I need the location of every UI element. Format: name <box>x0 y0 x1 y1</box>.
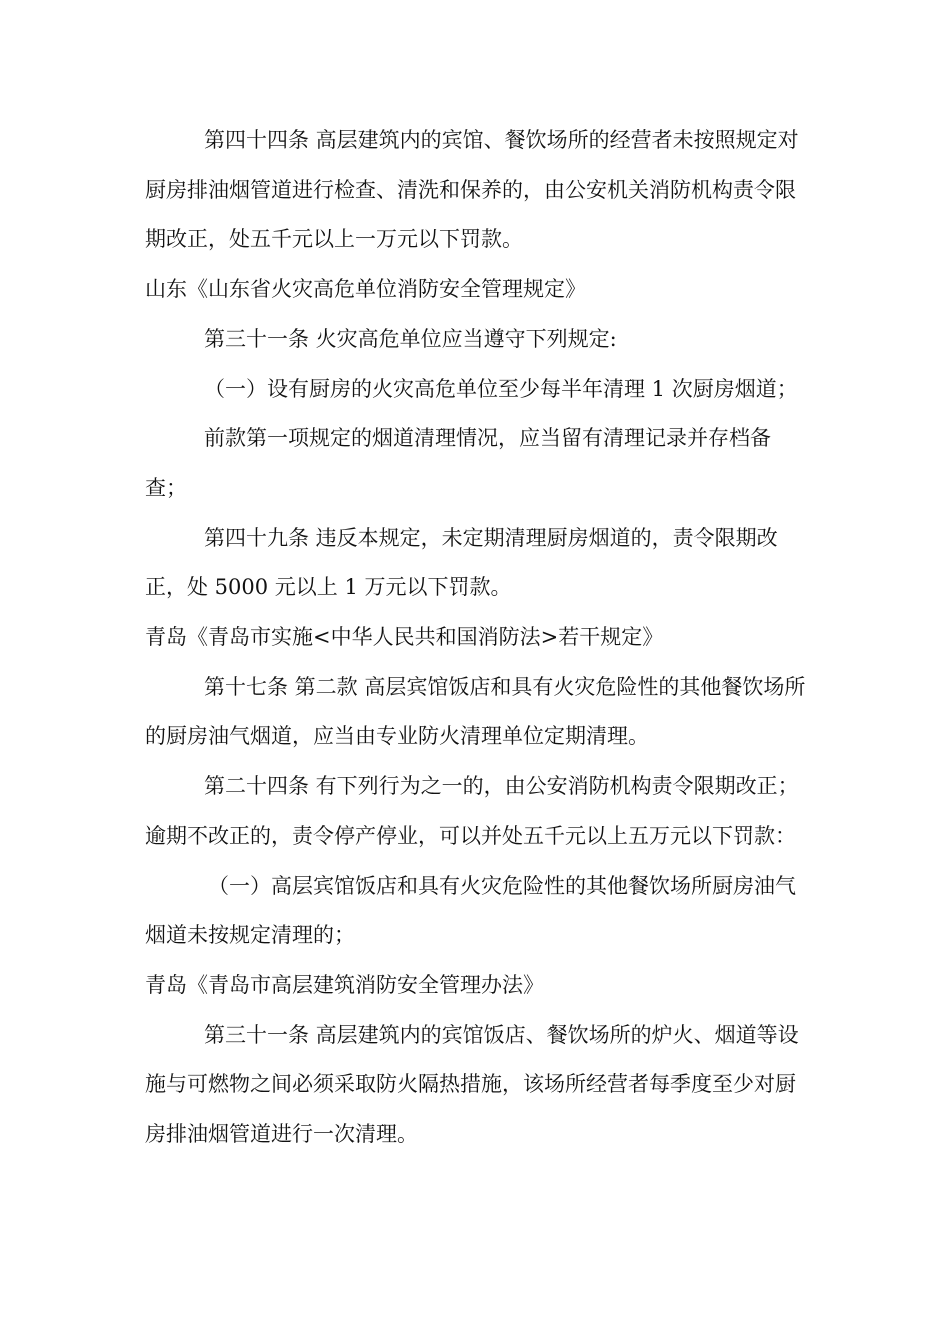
article-17-paragraph: 第十七条 第二款 高层宾馆饭店和具有火灾危险性的其他餐饮场所的厨房油气烟道，应当由专业防火清理单位定期清理。 <box>145 674 806 749</box>
shandong-regulation-heading: 山东《山东省火灾高危单位消防安全管理规定》 <box>145 277 586 302</box>
document-body <box>145 116 809 1160</box>
article-49-paragraph: 第四十九条 违反本规定，未定期清理厨房烟道的，责令限期改正，处 5000 元以上 1 万元以下罚款。 <box>145 525 778 600</box>
qingdao-fire-law-heading: 青岛《青岛市实施<中华人民共和国消防法>若干规定》 <box>145 625 664 650</box>
article-44-paragraph: 第四十四条 高层建筑内的宾馆、餐饮场所的经营者未按照规定对厨房排油烟管道进行检查、清洗和保养的，由公安机关消防机构责令限期改正，处五千元以上一万元以下罚款。 <box>145 128 799 252</box>
article-31-item-one: （一）设有厨房的火灾高危单位至少每半年清理 1 次厨房烟道； <box>204 376 798 401</box>
high-rise-article-31-paragraph: 第三十一条 高层建筑内的宾馆饭店、餐饮场所的炉火、烟道等设施与可燃物之间必须采取防火隔热措施，该场所经营者每季度至少对厨房排油烟管道进行一次清理。 <box>145 1022 799 1147</box>
article-31-paragraph: 第三十一条 火灾高危单位应当遵守下列规定: <box>204 326 617 351</box>
article-24-item-one: （一）高层宾馆饭店和具有火灾危险性的其他餐饮场所厨房油气烟道未按规定清理的； <box>145 873 796 948</box>
qingdao-high-rise-heading: 青岛《青岛市高层建筑消防安全管理办法》 <box>145 972 544 997</box>
cleaning-record-paragraph: 前款第一项规定的烟道清理情况，应当留有清理记录并存档备查； <box>145 426 771 500</box>
article-24-paragraph: 第二十四条 有下列行为之一的，由公安消防机构责令限期改正；逾期不改正的，责令停产停业，可以并处五千元以上五万元以下罚款： <box>145 774 799 848</box>
